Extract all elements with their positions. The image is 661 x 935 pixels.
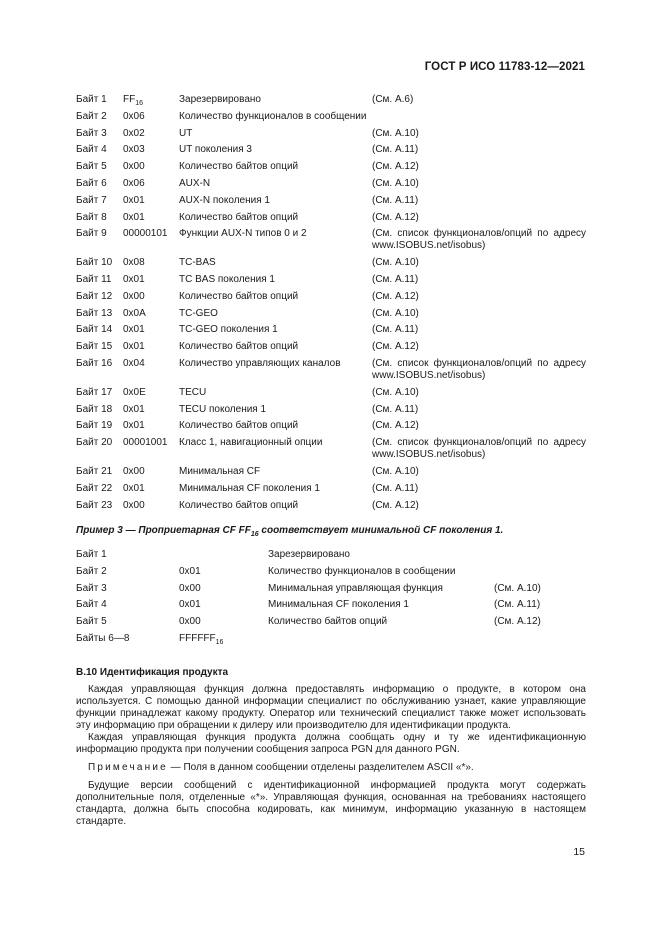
description-cell: AUX-N <box>179 177 211 189</box>
paragraph-2: Каждая управляющая функция продукта должна сообщать одну и ту же идентификационную информацию продукта при получении сообщения запроса PGN для данного PGN. <box>76 732 586 755</box>
table-row <box>76 566 586 578</box>
value-cell: 0x01 <box>123 194 145 206</box>
value-cell: 0x00 <box>123 465 145 477</box>
description-cell: TECU поколения 1 <box>179 403 267 415</box>
value-cell: 0x01 <box>123 403 145 415</box>
reference-cell: (См. А.11) <box>372 194 419 206</box>
table-row <box>76 161 586 173</box>
value-cell: 0x02 <box>123 127 145 139</box>
value-cell: 0x08 <box>123 257 145 269</box>
reference-cell: (См. А.10) <box>372 386 419 398</box>
table-row <box>76 111 586 123</box>
example-caption <box>76 525 503 536</box>
byte-table-1 <box>76 94 586 516</box>
byte-cell: Байт 7 <box>76 194 107 206</box>
description-cell: UT поколения 3 <box>179 144 252 156</box>
reference-cell: (См. А.6) <box>372 94 414 105</box>
description-cell: Зарезервировано <box>268 549 350 560</box>
reference-cell: (См. А.10) <box>372 127 419 139</box>
value-cell: 0x01 <box>123 420 145 432</box>
reference-cell: (См. А.10) <box>494 582 541 594</box>
byte-cell: Байт 19 <box>76 420 113 432</box>
byte-cell: Байт 10 <box>76 257 113 269</box>
value-cell: 0x00 <box>179 582 201 594</box>
reference-cell: (См. список функционалов/опций по адресу www.ISOBUS.net/isobus) <box>372 228 586 252</box>
description-cell: TECU <box>179 386 207 398</box>
byte-cell: Байт 13 <box>76 307 113 319</box>
table-row <box>76 437 586 461</box>
reference-cell: (См. А.11) <box>372 144 419 156</box>
description-cell: AUX-N поколения 1 <box>179 194 270 206</box>
table-row <box>76 616 586 628</box>
description-cell: Количество байтов опций <box>179 290 299 302</box>
table-row <box>76 128 586 140</box>
value-cell: 0x00 <box>123 290 145 302</box>
description-cell: Количество управляющих каналов <box>179 357 341 369</box>
table-row <box>76 308 586 320</box>
byte-cell: Байты 6—8 <box>76 632 130 644</box>
reference-cell: (См. А.11) <box>494 599 541 611</box>
description-cell: TC-GEO поколения 1 <box>179 324 278 336</box>
byte-cell: Байт 16 <box>76 357 113 369</box>
byte-cell: Байт 18 <box>76 403 113 415</box>
table-row <box>76 195 586 207</box>
reference-cell: (См. А.10) <box>372 307 419 319</box>
description-cell: Количество байтов опций <box>179 211 299 223</box>
byte-cell: Байт 8 <box>76 211 107 223</box>
description-cell: Количество байтов опций <box>179 499 299 511</box>
value-cell: 0x00 <box>123 499 145 511</box>
reference-cell: (См. список функционалов/опций по адресу www.ISOBUS.net/isobus) <box>372 437 586 461</box>
byte-cell: Байт 15 <box>76 341 113 353</box>
table-row <box>76 291 586 303</box>
value-cell: 0x01 <box>123 324 145 336</box>
value-cell: 0x01 <box>123 211 145 223</box>
table-row <box>76 228 586 252</box>
reference-cell: (См. А.12) <box>372 499 419 511</box>
description-cell: TC-BAS <box>179 257 216 269</box>
description-cell: Количество байтов опций <box>179 161 299 173</box>
byte-cell: Байт 21 <box>76 465 113 477</box>
table-row <box>76 212 586 224</box>
table-row <box>76 599 586 611</box>
value-cell: 0x01 <box>123 482 145 494</box>
reference-cell: (См. список функционалов/опций по адресу www.ISOBUS.net/isobus) <box>372 357 586 381</box>
value-cell: 0x06 <box>123 177 145 189</box>
description-cell: Функции AUX-N типов 0 и 2 <box>179 228 307 240</box>
byte-cell: Байт 5 <box>76 161 107 173</box>
byte-cell: Байт 2 <box>76 110 107 122</box>
table-row <box>76 549 586 561</box>
byte-cell: Байт 1 <box>76 94 107 105</box>
paragraph-3: Будущие версии сообщений с идентификационной информацией продукта могут содержать дополнительные поля, отделенные «*». Управляющая функция, основанная на требованиях настоящего стандарта, должна быть способна кодировать, как минимум, информацию указанную в настоящем стандарте. <box>76 780 586 827</box>
value-cell: $FF_{16}$ <box>123 94 144 107</box>
reference-cell: (См. А.12) <box>372 420 419 432</box>
byte-cell: Байт 4 <box>76 144 107 156</box>
byte-cell: Байт 1 <box>76 549 107 560</box>
byte-table-2 <box>76 549 586 650</box>
example-text-end: соответствует минимальной CF поколения 1. <box>258 525 504 536</box>
description-cell: Минимальная CF поколения 1 <box>268 599 409 611</box>
table-row <box>76 483 586 495</box>
value-cell: 0x01 <box>179 565 201 577</box>
byte-cell: Байт 4 <box>76 599 107 611</box>
table-row <box>76 94 586 106</box>
paragraph-1: Каждая управляющая функция должна предоставлять информацию о продукте, в котором она используется. С помощью данной информации специалист по обслуживанию узнает, какие управляющие функции принадлежат какому продукту. Оператор или технический специалист также может использовать эту информацию при обращении к дилеру или производителю для идентификации продукта. <box>76 684 586 731</box>
description-cell: Количество байтов опций <box>268 616 388 628</box>
description-cell: Количество функционалов в сообщении <box>268 565 456 577</box>
reference-cell: (См. А.12) <box>372 161 419 173</box>
byte-cell: Байт 12 <box>76 290 113 302</box>
value-cell: 0x01 <box>123 273 145 285</box>
byte-cell: Байт 3 <box>76 127 107 139</box>
description-cell: Минимальная CF поколения 1 <box>179 482 320 494</box>
table-row <box>76 358 586 382</box>
byte-cell: Байт 14 <box>76 324 113 336</box>
byte-cell: Байт 20 <box>76 437 113 449</box>
table-row <box>76 178 586 190</box>
note-label: Примечание <box>88 762 168 773</box>
table-row <box>76 274 586 286</box>
byte-cell: Байт 17 <box>76 386 113 398</box>
reference-cell: (См. А.10) <box>372 465 419 477</box>
value-cell: 0x0A <box>123 307 146 319</box>
byte-cell: Байт 5 <box>76 616 107 628</box>
description-cell: Количество байтов опций <box>179 420 299 432</box>
table-row <box>76 387 586 399</box>
value-cell: 0x00 <box>123 161 145 173</box>
document-header: ГОСТ Р ИСО 11783-12—2021 <box>424 61 585 73</box>
table-row <box>76 466 586 478</box>
table-row <box>76 583 586 595</box>
byte-cell: Байт 6 <box>76 177 107 189</box>
byte-cell: Байт 22 <box>76 482 113 494</box>
page-number: 15 <box>573 846 585 858</box>
example-text: Пример 3 — Проприетарная CF FF <box>76 525 251 536</box>
value-cell: 0x00 <box>179 616 201 628</box>
section-title: В.10 Идентификация продукта <box>76 667 229 678</box>
value-cell: 00000101 <box>123 228 168 240</box>
reference-cell: (См. А.11) <box>372 273 419 285</box>
description-cell: Количество функционалов в сообщении <box>179 110 367 122</box>
byte-cell: Байт 11 <box>76 273 112 285</box>
table-row <box>76 420 586 432</box>
byte-cell: Байт 2 <box>76 565 107 577</box>
description-cell: TC BAS поколения 1 <box>179 273 275 285</box>
table-row <box>76 144 586 156</box>
value-cell: 00001001 <box>123 437 168 449</box>
reference-cell: (См. А.12) <box>372 290 419 302</box>
description-cell: Класс 1, навигационный опции <box>179 437 323 449</box>
table-row <box>76 500 586 512</box>
value-cell: 0x03 <box>123 144 145 156</box>
description-cell: UT <box>179 127 193 139</box>
reference-cell: (См. А.11) <box>372 403 419 415</box>
description-cell: TC-GEO <box>179 307 218 319</box>
description-cell: Количество байтов опций <box>179 341 299 353</box>
value-cell: 0x01 <box>123 341 145 353</box>
reference-cell: (См. А.12) <box>372 341 419 353</box>
byte-cell: Байт 23 <box>76 499 113 511</box>
value-cell: 0x01 <box>179 599 201 611</box>
table-row <box>76 324 586 336</box>
byte-cell: Байт 9 <box>76 228 107 240</box>
byte-cell: Байт 3 <box>76 582 107 594</box>
example-subscript: 16 <box>250 531 259 538</box>
value-cell: 0x06 <box>123 110 145 122</box>
note-text: — Поля в данном сообщении отделены разделителем ASCII «*». <box>167 762 474 773</box>
value-cell: 0x0E <box>123 386 146 398</box>
value-cell: 0x04 <box>123 357 145 369</box>
description-cell: Минимальная CF <box>179 465 261 477</box>
reference-cell: (См. А.12) <box>372 211 419 223</box>
table-row <box>76 633 586 645</box>
value-cell: $FFFFFF_{16}$ <box>179 632 224 646</box>
reference-cell: (См. А.10) <box>372 257 419 269</box>
section-body <box>76 684 586 828</box>
reference-cell: (См. А.11) <box>372 482 419 494</box>
note <box>76 762 586 774</box>
table-row <box>76 341 586 353</box>
reference-cell: (См. А.12) <box>494 616 541 628</box>
description-cell: Минимальная управляющая функция <box>268 582 443 594</box>
description-cell: Зарезервировано <box>179 94 261 105</box>
reference-cell: (См. А.11) <box>372 324 419 336</box>
table-row <box>76 404 586 416</box>
reference-cell: (См. А.10) <box>372 177 419 189</box>
table-row <box>76 257 586 269</box>
